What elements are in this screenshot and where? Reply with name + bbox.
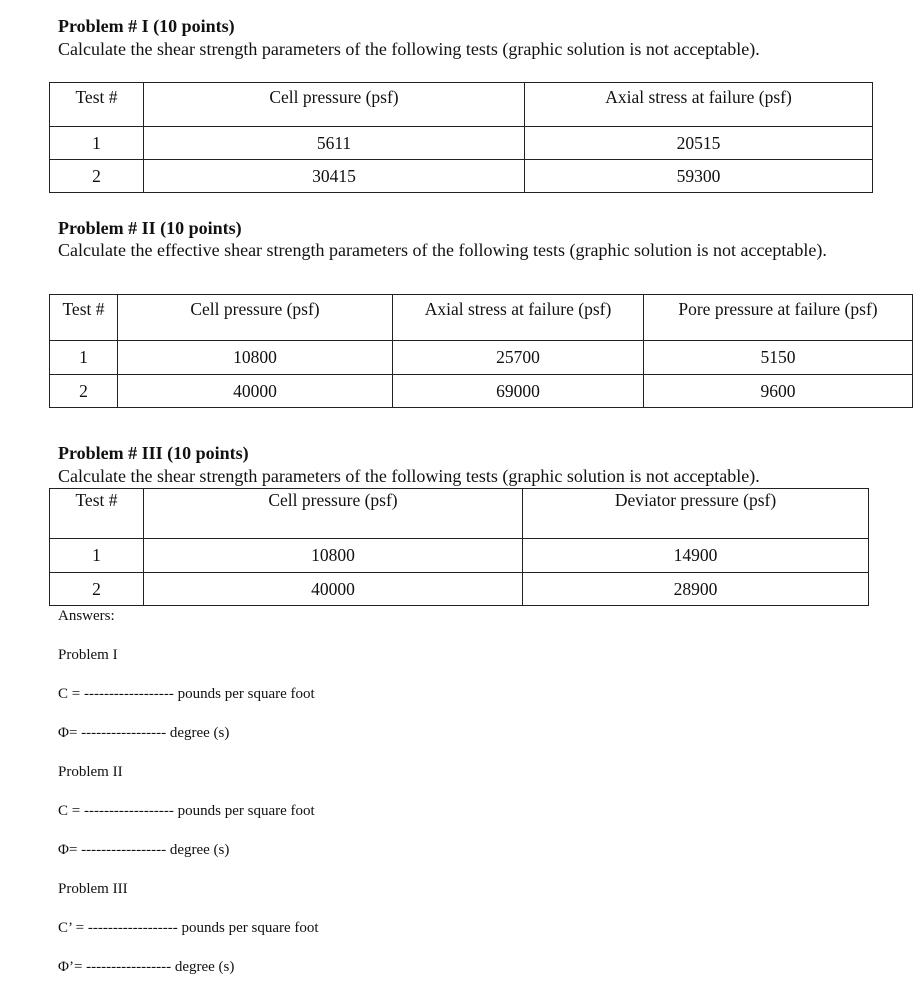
table-header-row	[50, 295, 913, 341]
table-cell: 25700	[393, 341, 644, 375]
answer-section-label: Problem I	[58, 647, 118, 663]
answer-line: Φ= ----------------- degree (s)	[58, 725, 230, 741]
table-row	[50, 127, 873, 160]
answer-line: C = ------------------ pounds per square foot	[58, 803, 315, 819]
answers-heading: Answers:	[58, 608, 115, 624]
answer-section-label: Problem II	[58, 764, 123, 780]
table-row	[50, 160, 873, 193]
table-cell: 1	[50, 539, 144, 573]
answer-line: Φ= ----------------- degree (s)	[58, 842, 230, 858]
header-cell: Cell pressure (psf)	[118, 295, 393, 341]
table-cell: 5150	[644, 341, 913, 375]
table-cell: 69000	[393, 375, 644, 408]
problem-2-table	[49, 294, 913, 408]
table-cell: 1	[50, 341, 118, 375]
problem-2-description: Calculate the effective shear strength parameters of the following tests (graphic solution is not acceptable).	[58, 240, 827, 260]
answer-line: C = ------------------ pounds per square foot	[58, 686, 315, 702]
table-cell: 14900	[523, 539, 869, 573]
table-row	[50, 375, 913, 408]
table-cell: 2	[50, 573, 144, 606]
table-cell: 40000	[144, 573, 523, 606]
table-header-row	[50, 83, 873, 127]
problem-1-title: Problem # I (10 points)	[58, 16, 235, 36]
problem-1-table	[49, 82, 873, 193]
answer-line: C’ = ------------------ pounds per square foot	[58, 920, 319, 936]
header-cell: Axial stress at failure (psf)	[393, 295, 644, 341]
table-cell: 9600	[644, 375, 913, 408]
table-cell: 59300	[525, 160, 873, 193]
table-cell: 2	[50, 160, 144, 193]
header-cell: Cell pressure (psf)	[144, 489, 523, 539]
table-cell: 40000	[118, 375, 393, 408]
header-cell: Axial stress at failure (psf)	[525, 83, 873, 127]
table-row	[50, 573, 869, 606]
table-row	[50, 341, 913, 375]
header-cell: Pore pressure at failure (psf)	[644, 295, 913, 341]
table-cell: 10800	[144, 539, 523, 573]
header-cell: Test #	[50, 295, 118, 341]
table-cell: 2	[50, 375, 118, 408]
table-cell: 10800	[118, 341, 393, 375]
table-cell: 28900	[523, 573, 869, 606]
table-cell: 5611	[144, 127, 525, 160]
answer-line: Φ’= ----------------- degree (s)	[58, 959, 235, 975]
table-row	[50, 539, 869, 573]
table-cell: 20515	[525, 127, 873, 160]
header-cell: Deviator pressure (psf)	[523, 489, 869, 539]
answer-section-label: Problem III	[58, 881, 128, 897]
problem-2-title: Problem # II (10 points)	[58, 218, 242, 238]
header-cell: Test #	[50, 83, 144, 127]
table-cell: 1	[50, 127, 144, 160]
problem-1-description: Calculate the shear strength parameters of the following tests (graphic solution is not acceptable).	[58, 39, 760, 59]
problem-3-table	[49, 488, 869, 606]
table-cell: 30415	[144, 160, 525, 193]
header-cell: Test #	[50, 489, 144, 539]
header-cell: Cell pressure (psf)	[144, 83, 525, 127]
problem-3-description: Calculate the shear strength parameters of the following tests (graphic solution is not acceptable).	[58, 466, 760, 486]
table-header-row	[50, 489, 869, 539]
problem-3-title: Problem # III (10 points)	[58, 443, 249, 463]
